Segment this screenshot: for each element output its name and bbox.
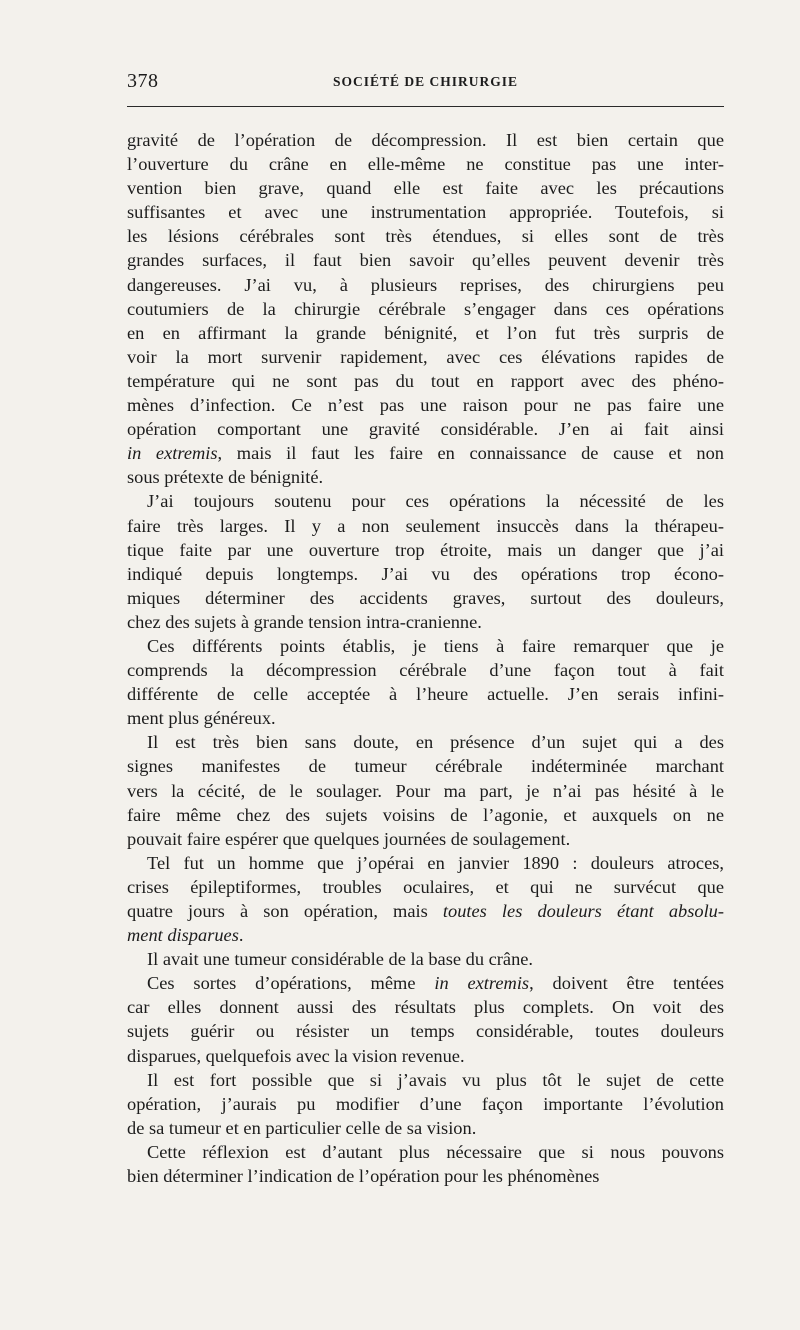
text-line — [127, 1044, 724, 1068]
text-line — [127, 1068, 724, 1092]
italic-phrase: in extremis — [434, 973, 530, 994]
text-line — [127, 273, 724, 297]
text-segment: mènes d’infection. Ce n’est pas une raison pour ne pas faire une — [127, 395, 724, 416]
text-line — [127, 441, 724, 465]
text-line — [127, 1092, 724, 1116]
text-line — [127, 465, 724, 489]
text-line — [127, 658, 724, 682]
text-segment: de sa tumeur et en particulier celle de sa vision. — [127, 1117, 477, 1138]
text-segment: J’ai toujours soutenu pour ces opérations la nécessité de les — [147, 491, 724, 512]
text-segment: coutumiers de la chirurgie cérébrale s’engager dans ces opérations — [127, 298, 724, 319]
text-segment: crises épileptiformes, troubles oculaires, et qui ne survécut que — [127, 876, 724, 897]
text-segment: , mais il faut les faire en connaissance de cause et non — [217, 443, 724, 464]
text-segment: Tel fut un homme que j’opérai en janvier 1890 : douleurs atroces, — [147, 852, 724, 873]
text-segment: miques déterminer des accidents graves, surtout des douleurs, — [127, 587, 724, 608]
text-line — [127, 706, 724, 730]
text-segment: faire même chez des sujets voisins de l’agonie, et auxquels on ne — [127, 804, 724, 825]
text-line — [127, 779, 724, 803]
text-segment: bien déterminer l’indication de l’opération pour les phénomènes — [127, 1166, 600, 1187]
text-segment: Il avait une tumeur considérable de la base du crâne. — [147, 949, 534, 970]
paragraph — [127, 971, 724, 1067]
running-title: SOCIÉTÉ DE CHIRURGIE — [332, 74, 519, 89]
text-line — [127, 248, 724, 272]
italic-phrase: ment disparues — [127, 925, 239, 946]
text-line — [127, 730, 724, 754]
text-segment: signes manifestes de tumeur cérébrale indéterminée marchant — [127, 756, 724, 777]
text-segment: différente de celle acceptée à l’heure actuelle. J’en serais infini- — [127, 684, 724, 705]
text-line — [127, 947, 724, 971]
text-segment: disparues, quelquefois avec la vision revenue. — [127, 1045, 465, 1066]
paragraph — [127, 128, 724, 489]
paragraph — [127, 1068, 724, 1140]
italic-phrase: in extremis — [127, 443, 218, 464]
text-line — [127, 875, 724, 899]
text-line — [127, 224, 724, 248]
text-line — [127, 128, 724, 152]
text-line — [127, 538, 724, 562]
text-segment: Cette réflexion est d’autant plus nécessaire que si nous pouvons — [147, 1141, 724, 1162]
text-line — [127, 851, 724, 875]
text-line — [127, 923, 724, 947]
paragraph — [127, 1140, 724, 1188]
text-line — [127, 369, 724, 393]
text-line — [127, 610, 724, 634]
text-segment: sujets guérir ou résister un temps considérable, toutes douleurs — [127, 1021, 724, 1042]
text-segment: tique faite par une ouverture trop étroite, mais un danger que j’ai — [127, 539, 724, 560]
text-segment: Il est très bien sans doute, en présence d’un sujet qui a des — [147, 732, 724, 753]
text-line — [127, 176, 724, 200]
text-segment: . — [238, 925, 244, 946]
text-segment: opération, j’aurais pu modifier d’une façon importante l’évolution — [127, 1093, 724, 1114]
text-segment: comprends la décompression cérébrale d’une façon tout à fait — [127, 660, 724, 681]
text-line — [127, 899, 724, 923]
text-segment: vers la cécité, de le soulager. Pour ma part, je n’ai pas hésité à le — [127, 780, 724, 801]
text-segment: les lésions cérébrales sont très étendues, si elles sont de très — [127, 226, 724, 247]
paragraph — [127, 634, 724, 730]
text-segment: faire très larges. Il y a non seulement insuccès dans la thérapeu- — [127, 515, 724, 536]
text-line — [127, 827, 724, 851]
text-segment: Ces différents points établis, je tiens à faire remarquer que je — [147, 635, 724, 656]
text-line — [127, 489, 724, 513]
text-segment: grandes surfaces, il faut bien savoir qu’elles peuvent devenir très — [127, 250, 724, 271]
text-line — [127, 1140, 724, 1164]
paragraph — [127, 851, 724, 947]
paragraph — [127, 730, 724, 850]
text-segment: température qui ne sont pas du tout en rapport avec des phéno- — [127, 370, 724, 391]
text-line — [127, 562, 724, 586]
text-segment: , doivent être tentées — [529, 973, 724, 994]
italic-phrase: toutes les douleurs étant absolu- — [442, 901, 724, 921]
text-segment: en en affirmant la grande bénignité, et l’on fut très surpris de — [127, 322, 724, 343]
text-segment: opération comportant une gravité considérable. J’en ai fait ainsi — [127, 419, 724, 440]
text-segment: Ces sortes d’opérations, même — [147, 973, 435, 994]
text-segment: chez des sujets à grande tension intra-cranienne. — [127, 611, 482, 632]
text-segment: indiqué depuis longtemps. J’ai vu des opérations trop écono- — [127, 563, 724, 584]
paragraph — [127, 947, 724, 971]
text-line — [127, 682, 724, 706]
text-line — [127, 393, 724, 417]
running-head — [127, 70, 724, 96]
page-number: 378 — [127, 70, 159, 92]
text-line — [127, 971, 724, 995]
text-line — [127, 321, 724, 345]
text-line — [127, 514, 724, 538]
text-line — [127, 586, 724, 610]
text-line — [127, 754, 724, 778]
header-rule — [127, 106, 724, 107]
text-segment: gravité de l’opération de décompression. Il est bien certain que — [127, 130, 724, 150]
text-line — [127, 634, 724, 658]
paragraph — [127, 489, 724, 634]
text-segment: ment plus généreux. — [127, 708, 276, 729]
text-segment: car elles donnent aussi des résultats plus complets. On voit des — [127, 997, 724, 1018]
text-line — [127, 1116, 724, 1140]
text-segment: sous prétexte de bénignité. — [127, 467, 324, 488]
text-segment: suffisantes et avec une instrumentation appropriée. Toutefois, si — [127, 202, 724, 223]
text-line — [127, 1019, 724, 1043]
text-line — [127, 1164, 724, 1188]
text-line — [127, 297, 724, 321]
text-line — [127, 152, 724, 176]
text-segment: Il est fort possible que si j’avais vu plus tôt le sujet de cette — [147, 1069, 724, 1090]
text-line — [127, 417, 724, 441]
text-segment: l’ouverture du crâne en elle-même ne constitue pas une inter- — [127, 154, 724, 175]
text-line — [127, 200, 724, 224]
text-segment: voir la mort survenir rapidement, avec ces élévations rapides de — [127, 346, 724, 367]
text-segment: vention bien grave, quand elle est faite avec les précautions — [127, 178, 724, 199]
text-line — [127, 345, 724, 369]
text-line — [127, 995, 724, 1019]
text-segment: quatre jours à son opération, mais — [127, 901, 443, 921]
body-text — [127, 128, 724, 1188]
text-line — [127, 803, 724, 827]
text-segment: dangereuses. J’ai vu, à plusieurs reprises, des chirurgiens peu — [127, 274, 724, 295]
text-segment: pouvait faire espérer que quelques journées de soulagement. — [127, 828, 571, 849]
